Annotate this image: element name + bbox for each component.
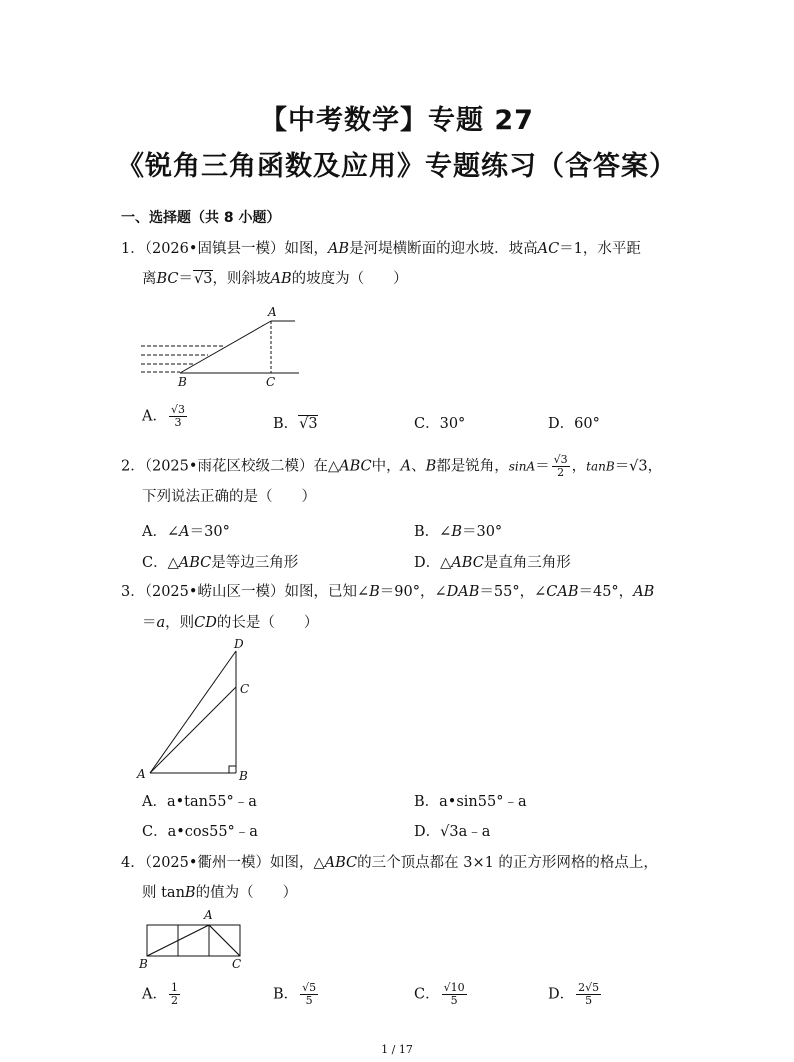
question-3-line-1: 3．（2025•崂山区一模）如图，已知∠B＝90°，∠DAB＝55°，∠CAB＝45°，AB (121, 584, 655, 600)
q3-figure-label-a: A (137, 767, 146, 781)
q4-figure-label-a: A (204, 908, 213, 922)
question-2-line-1: 2．（2025•雨花区校级二模）在△ABC中，A、B都是锐角，sinA＝ $\frac{√3}{2}$ ，tanB＝√3， (121, 453, 663, 479)
page-number: 1 / 17 (381, 1043, 413, 1056)
question-1-line-2: 离BC＝√3，则斜坡AB的坡度为（ ） (142, 271, 408, 287)
q3-option-a[interactable]: A．a•tan55°﹣a (142, 794, 257, 810)
q3-option-d[interactable]: D．√3a﹣a (414, 824, 491, 840)
q1-figure-label-b: B (178, 375, 187, 389)
q3-figure-label-d: D (234, 637, 244, 651)
q2-option-c[interactable]: C．△ABC是等边三角形 (142, 555, 299, 571)
q2-option-a[interactable]: A．∠A＝30° (142, 524, 230, 540)
q4-option-b[interactable]: B． $\frac{√5}{5}$ (273, 981, 317, 1007)
question-4-line-1: 4．（2025•衢州一模）如图，△ABC的三个顶点都在 3×1 的正方形网格的格点上， (121, 855, 658, 871)
q4-option-c[interactable]: C． $\frac{√10}{5}$ (414, 981, 465, 1007)
question-1-figure (138, 304, 308, 390)
q4-figure-label-b: B (139, 957, 148, 971)
q1-figure-label-a: A (268, 305, 277, 319)
q3-figure-label-c: C (240, 682, 250, 696)
question-2-line-2: 下列说法正确的是（ ） (142, 489, 316, 505)
q2-option-b[interactable]: B．∠B＝30° (414, 524, 503, 540)
question-4-figure (134, 905, 254, 971)
q2-option-d[interactable]: D．△ABC是直角三角形 (414, 555, 571, 571)
question-1-line-1: 1．（2026•固镇县一模）如图，AB是河堤横断面的迎水坡．坡高AC＝1，水平距 (121, 241, 641, 257)
q3-figure-label-b: B (239, 769, 248, 783)
section-heading: 一、选择题（共 8 小题） (121, 210, 281, 226)
q1-option-a[interactable]: A． $\frac{√3}{3}$ (142, 403, 185, 429)
q1-figure-label-c: C (266, 375, 276, 389)
q1-option-b[interactable]: B．√3 (273, 416, 318, 432)
title-line-2: 《锐角三角函数及应用》专题练习（含答案） (117, 151, 677, 182)
q1-option-c[interactable]: C．30° (414, 416, 466, 432)
q4-figure-label-c: C (232, 957, 242, 971)
q1-option-d[interactable]: D．60° (548, 416, 600, 432)
q4-option-d[interactable]: D． $\frac{2√5}{5}$ (548, 981, 600, 1007)
question-3-figure (134, 636, 254, 784)
title-line-1: 【中考数学】专题 27 (260, 105, 534, 136)
question-4-line-2: 则 tanB的值为（ ） (142, 885, 298, 901)
q4-option-a[interactable]: A． $\frac{1}{2}$ (142, 981, 178, 1007)
question-3-line-2: ＝a，则CD的长是（ ） (142, 615, 319, 631)
q3-option-c[interactable]: C．a•cos55°﹣a (142, 824, 258, 840)
q3-option-b[interactable]: B．a•sin55°﹣a (414, 794, 527, 810)
